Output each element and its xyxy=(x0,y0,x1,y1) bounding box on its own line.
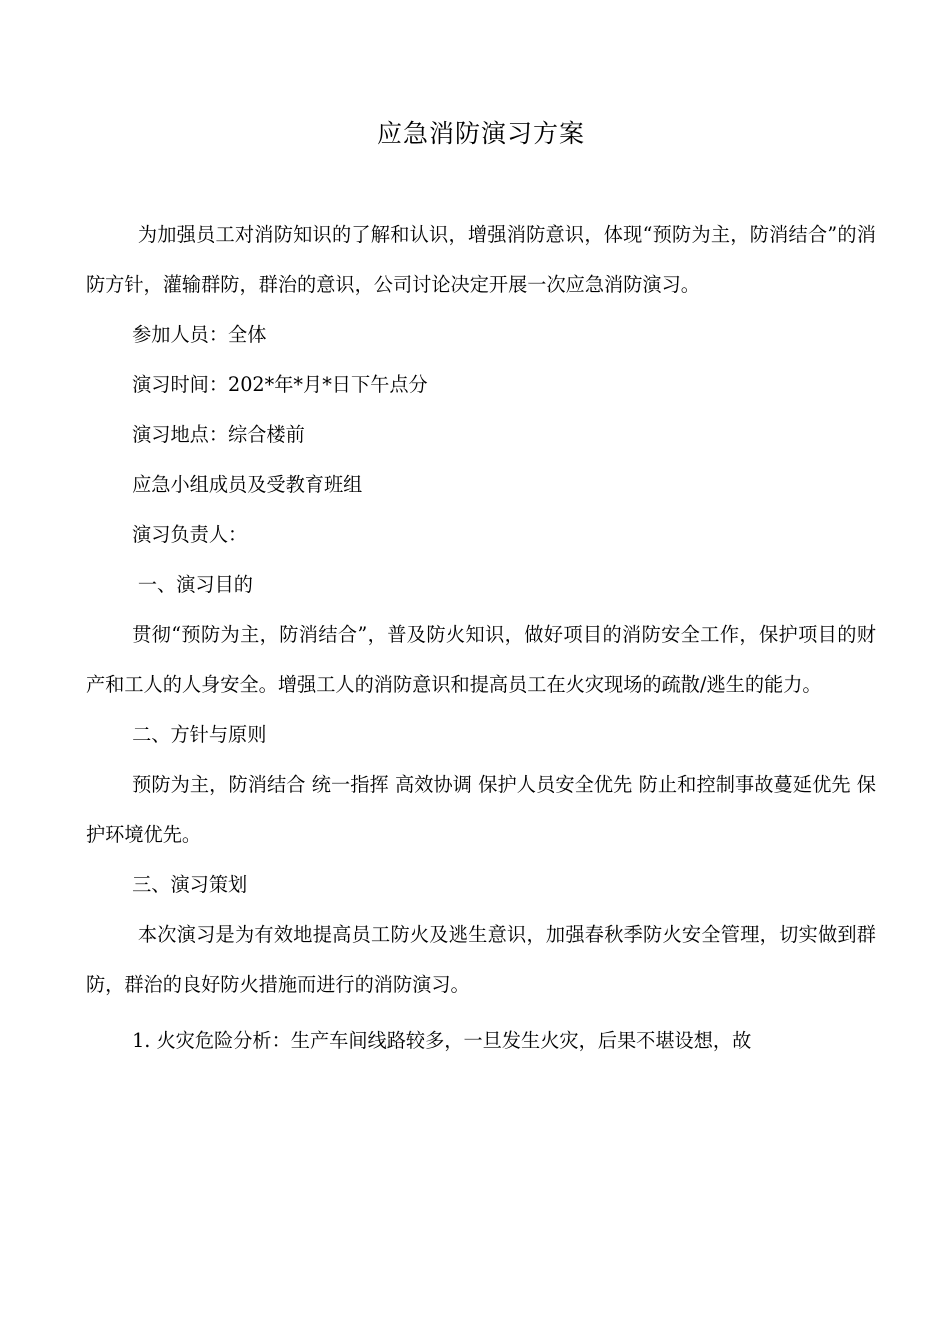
list-item-1: 1. 火灾危险分析：生产车间线路较多，一旦发生火灾，后果不堪设想，故 xyxy=(132,1029,752,1052)
section2-heading: 二、方针与原则 xyxy=(132,723,267,746)
document-title: 应急消防演习方案 xyxy=(376,119,585,148)
groups-line: 应急小组成员及受教育班组 xyxy=(132,473,363,496)
time-line: 演习时间：202*年*月*日下午点分 xyxy=(132,373,428,396)
document-body xyxy=(86,210,876,1066)
section1-heading: 一、演习目的 xyxy=(137,573,253,596)
section2-body: 预防为主，防消结合 统一指挥 高效协调 保护人员安全优先 防止和控制事故蔓延优先 保护环境优先。 xyxy=(86,773,876,846)
section3-heading: 三、演习策划 xyxy=(132,873,248,896)
section1-body: 贯彻“预防为主，防消结合”，普及防火知识，做好项目的消防安全工作，保护项目的财产和工人的人身安全。增强工人的消防意识和提高员工在火灾现场的疏散/逃生的能力。 xyxy=(86,623,876,696)
intro-paragraph: 为加强员工对消防知识的了解和认识，增强消防意识，体现“预防为主，防消结合”的消防方针，灌输群防，群治的意识，公司讨论决定开展一次应急消防演习。 xyxy=(86,223,876,296)
location-line: 演习地点：综合楼前 xyxy=(132,423,305,446)
section3-body: 本次演习是为有效地提高员工防火及逃生意识，加强春秋季防火安全管理，切实做到群防，群治的良好防火措施而进行的消防演习。 xyxy=(86,923,876,996)
participants-line: 参加人员：全体 xyxy=(132,323,267,346)
leader-line: 演习负责人： xyxy=(132,523,248,546)
